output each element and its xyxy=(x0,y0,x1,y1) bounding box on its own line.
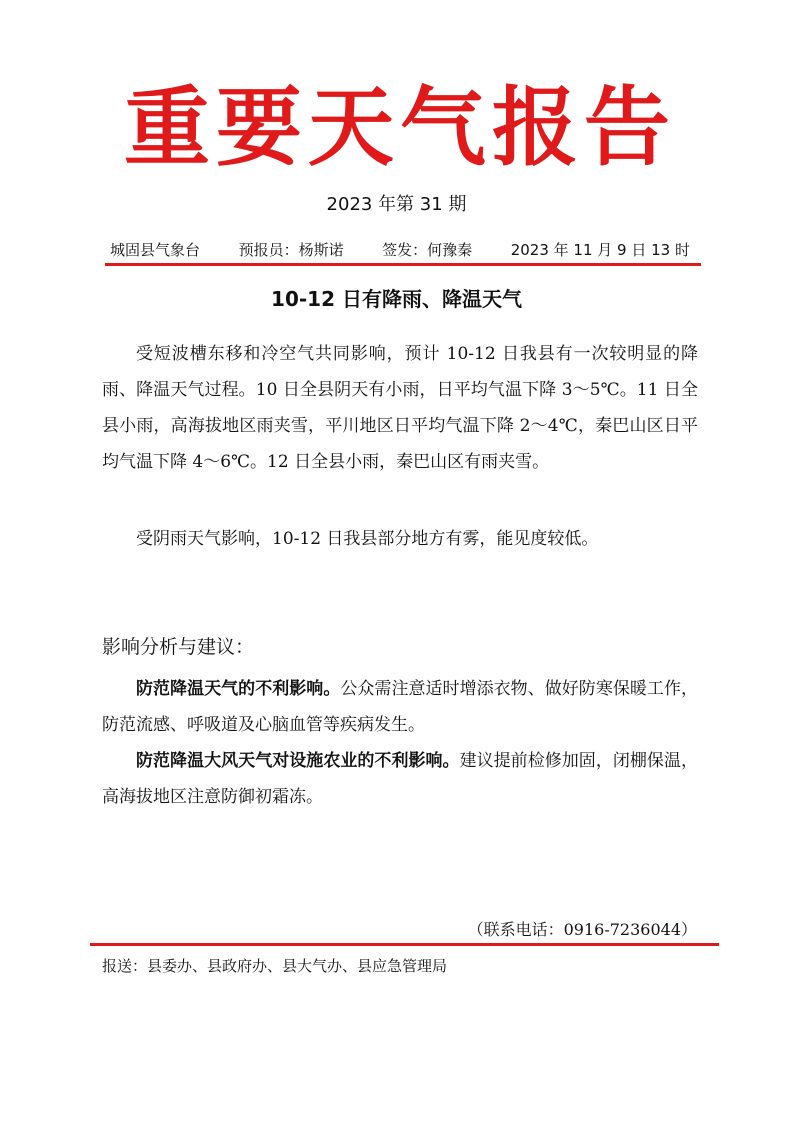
advice-item-lead: 防范降温大风天气对设施农业的不利影响。 xyxy=(136,751,460,771)
advice-item xyxy=(102,671,698,743)
forecast-paragraph: 受短波槽东移和冷空气共同影响，预计 10-12 日我县有一次较明显的降雨、降温天气过程。10 日全县阴天有小雨，日平均气温下降 3～5℃。11 日全县小雨，高海拔地区雨夹雪，平川地区日平均气温下降 2～4℃，秦巴山区日平均气温下降 4～6℃。12 日全县小雨，秦巴山区有雨夹雪。 xyxy=(102,344,698,472)
issuer: 签发：何豫秦 xyxy=(382,241,473,259)
contact-phone: （联系电话：0916-7236044） xyxy=(467,920,697,939)
bottom-red-divider xyxy=(90,943,719,946)
forecaster: 预报员：杨斯诺 xyxy=(238,241,344,259)
advice-item-text: 建议提前检修加固，闭棚保温，高海拔地区注意防御初霜冻。 xyxy=(102,751,698,807)
report-headline: 10-12 日有降雨、降温天气 xyxy=(271,287,522,311)
report-masthead: 重要天气报告 xyxy=(124,77,676,178)
advice-item-text: 公众需注意适时增添衣物、做好防寒保暖工作，防范流感、呼吸道及心脑血管等疾病发生。 xyxy=(102,679,698,735)
advice-section-title: 影响分析与建议： xyxy=(102,636,255,658)
issue-number: 2023 年第 31 期 xyxy=(326,194,467,215)
distribution-list: 报送：县委办、县政府办、县大气办、县应急管理局 xyxy=(102,957,448,975)
issuer-info-row xyxy=(110,238,690,262)
advice-item xyxy=(102,743,698,815)
fog-paragraph: 受阴雨天气影响，10-12 日我县部分地方有雾，能见度较低。 xyxy=(136,529,599,549)
advice-item-lead: 防范降温天气的不利影响。 xyxy=(136,679,341,699)
top-red-divider xyxy=(105,263,701,266)
issue-datetime: 2023 年 11 月 9 日 13 时 xyxy=(510,241,690,259)
weather-office: 城固县气象台 xyxy=(110,241,201,259)
